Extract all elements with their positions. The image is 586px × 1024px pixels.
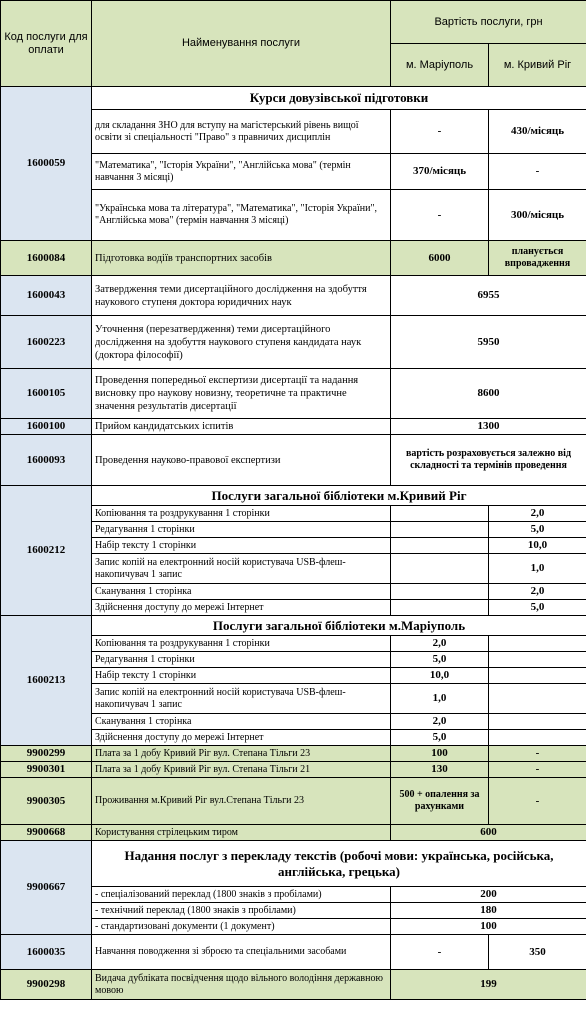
code-cell: 1600223 xyxy=(1,316,92,369)
service-name: Здійснення доступу до мережі Інтернет xyxy=(92,600,391,616)
service-name: Підготовка водіїв транспортних засобів xyxy=(92,241,391,276)
service-name: Плата за 1 добу Кривий Ріг вул. Степана Тільги 23 xyxy=(92,746,391,762)
service-name: "Математика", "Історія України", "Англійська мова" (термін навчання 3 місяці) xyxy=(92,154,391,190)
service-name: Запис копій на електронний носій користувача USB-флеш-накопичувач 1 запис xyxy=(92,554,391,584)
price-kryvyi-rih: - xyxy=(489,154,586,190)
price-kryvyi-rih xyxy=(489,668,586,684)
price-mariupol xyxy=(391,522,489,538)
header-name: Найменування послуги xyxy=(92,1,391,87)
price-kryvyi-rih xyxy=(489,652,586,668)
code-cell: 9900299 xyxy=(1,746,92,762)
price-mariupol: 5,0 xyxy=(391,730,489,746)
service-name: Сканування 1 сторінка xyxy=(92,714,391,730)
price-mariupol: 1,0 xyxy=(391,684,489,714)
section-title: Послуги загальної бібліотеки м.Маріуполь xyxy=(92,616,586,636)
service-name: - спеціалізований переклад (1800 знаків з пробілами) xyxy=(92,887,391,903)
price-kryvyi-rih: планується впровадження xyxy=(489,241,586,276)
service-name: для складання ЗНО для вступу на магістерський рівень вищої освіти зі спеціальності "Право" з правничих дисциплін xyxy=(92,110,391,154)
price-kryvyi-rih xyxy=(489,684,586,714)
service-name: Плата за 1 добу Кривий Ріг вул. Степана Тільги 21 xyxy=(92,762,391,778)
code-cell: 1600084 xyxy=(1,241,92,276)
price-kryvyi-rih: 1,0 xyxy=(489,554,586,584)
price-kryvyi-rih: 10,0 xyxy=(489,538,586,554)
service-name: "Українська мова та література", "Математика", "Історія України", "Англійська мова" (термін навчання 3 місяці) xyxy=(92,190,391,241)
code-cell: 1600093 xyxy=(1,435,92,486)
service-name: Набір тексту 1 сторінки xyxy=(92,668,391,684)
section-title: Надання послуг з перекладу текстів (робочі мови: українська, російська, англійська, грецька) xyxy=(92,841,586,887)
price-mariupol: - xyxy=(391,935,489,970)
header-city-kryvyi-rih: м. Кривий Ріг xyxy=(489,44,586,87)
price-kryvyi-rih: 2,0 xyxy=(489,584,586,600)
price-common: 100 xyxy=(391,919,586,935)
service-name: Проведення попередньої експертизи дисертації та надання висновку про наукову новизну, теоретичне та практичне значення результатів дисертації xyxy=(92,369,391,419)
code-cell: 9900305 xyxy=(1,778,92,825)
price-common: 1300 xyxy=(391,419,586,435)
price-mariupol: 100 xyxy=(391,746,489,762)
code-cell: 9900668 xyxy=(1,825,92,841)
code-cell: 1600213 xyxy=(1,616,92,746)
code-cell: 1600212 xyxy=(1,486,92,616)
code-cell: 1600043 xyxy=(1,276,92,316)
price-mariupol xyxy=(391,538,489,554)
service-name: Запис копій на електронний носій користувача USB-флеш-накопичувач 1 запис xyxy=(92,684,391,714)
price-common: 199 xyxy=(391,970,586,1000)
service-name: - стандартизовані документи (1 документ) xyxy=(92,919,391,935)
price-kryvyi-rih: 350 xyxy=(489,935,586,970)
section-title: Послуги загальної бібліотеки м.Кривий Ріг xyxy=(92,486,586,506)
service-name: Копіювання та роздрукування 1 сторінки xyxy=(92,636,391,652)
price-kryvyi-rih: 430/місяць xyxy=(489,110,586,154)
service-name: Редагування 1 сторінки xyxy=(92,652,391,668)
price-kryvyi-rih: - xyxy=(489,746,586,762)
service-name: Прийом кандидатських іспитів xyxy=(92,419,391,435)
code-cell: 1600100 xyxy=(1,419,92,435)
service-name: Навчання поводження зі зброєю та спеціальними засобами xyxy=(92,935,391,970)
price-mariupol xyxy=(391,506,489,522)
price-kryvyi-rih: 2,0 xyxy=(489,506,586,522)
price-common: вартість розраховується залежно від складності та термінів проведення xyxy=(391,435,586,486)
price-kryvyi-rih: - xyxy=(489,762,586,778)
service-name: Проживання м.Кривий Ріг вул.Степана Тільги 23 xyxy=(92,778,391,825)
service-name: Видача дубліката посвідчення щодо вільного володіння державною мовою xyxy=(92,970,391,1000)
code-cell: 9900298 xyxy=(1,970,92,1000)
price-mariupol xyxy=(391,554,489,584)
price-kryvyi-rih xyxy=(489,714,586,730)
code-cell: 1600059 xyxy=(1,87,92,241)
code-cell: 9900301 xyxy=(1,762,92,778)
price-common: 600 xyxy=(391,825,586,841)
code-cell: 9900667 xyxy=(1,841,92,935)
price-mariupol xyxy=(391,600,489,616)
price-mariupol: 6000 xyxy=(391,241,489,276)
service-name: Набір тексту 1 сторінки xyxy=(92,538,391,554)
price-kryvyi-rih: 300/місяць xyxy=(489,190,586,241)
service-name: Користування стрілецьким тиром xyxy=(92,825,391,841)
price-mariupol: - xyxy=(391,190,489,241)
section-title: Курси довузівської підготовки xyxy=(92,87,586,110)
price-mariupol: 130 xyxy=(391,762,489,778)
header-city-mariupol: м. Маріуполь xyxy=(391,44,489,87)
price-mariupol: 370/місяць xyxy=(391,154,489,190)
price-common: 6955 xyxy=(391,276,586,316)
price-mariupol: 2,0 xyxy=(391,714,489,730)
service-name: Затвердження теми дисертаційного дослідження на здобуття наукового ступеня доктора юридичних наук xyxy=(92,276,391,316)
price-common: 180 xyxy=(391,903,586,919)
price-mariupol: 2,0 xyxy=(391,636,489,652)
service-name: Уточнення (перезатвердження) теми дисертаційного дослідження на здобуття наукового ступеня кандидата наук (доктора філософії) xyxy=(92,316,391,369)
price-mariupol: 10,0 xyxy=(391,668,489,684)
price-common: 5950 xyxy=(391,316,586,369)
header-code: Код послуги для оплати xyxy=(1,1,92,87)
service-name: Сканування 1 сторінка xyxy=(92,584,391,600)
price-kryvyi-rih xyxy=(489,730,586,746)
service-name: Копіювання та роздрукування 1 сторінки xyxy=(92,506,391,522)
price-common: 8600 xyxy=(391,369,586,419)
price-mariupol xyxy=(391,584,489,600)
price-kryvyi-rih: - xyxy=(489,778,586,825)
code-cell: 1600105 xyxy=(1,369,92,419)
service-name: - технічний переклад (1800 знаків з пробілами) xyxy=(92,903,391,919)
price-kryvyi-rih xyxy=(489,636,586,652)
service-name: Проведення науково-правової експертизи xyxy=(92,435,391,486)
price-mariupol: - xyxy=(391,110,489,154)
service-name: Редагування 1 сторінки xyxy=(92,522,391,538)
header-cost: Вартість послуги, грн xyxy=(391,1,586,44)
price-common: 200 xyxy=(391,887,586,903)
code-cell: 1600035 xyxy=(1,935,92,970)
price-kryvyi-rih: 5,0 xyxy=(489,600,586,616)
price-mariupol: 5,0 xyxy=(391,652,489,668)
price-mariupol: 500 + опалення за рахунками xyxy=(391,778,489,825)
price-kryvyi-rih: 5,0 xyxy=(489,522,586,538)
service-name: Здійснення доступу до мережі Інтернет xyxy=(92,730,391,746)
